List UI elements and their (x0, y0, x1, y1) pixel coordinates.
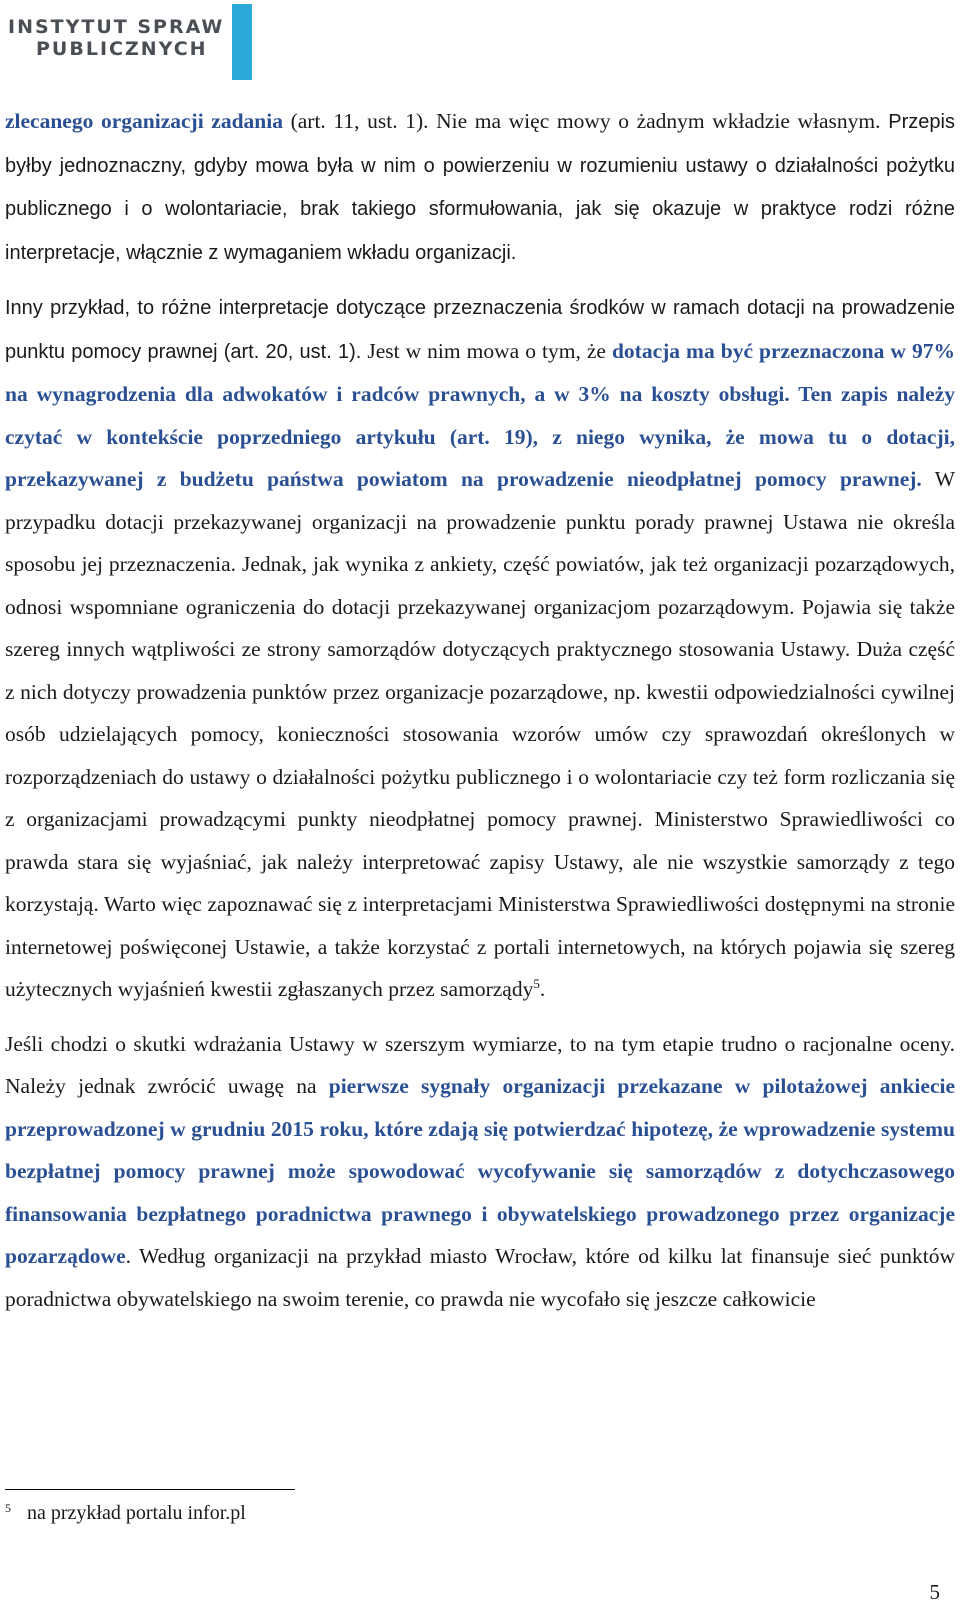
logo-wordmark (8, 16, 224, 60)
highlight-text: zlecanego organizacji zadania (5, 109, 283, 133)
paragraph-3 (5, 1023, 955, 1321)
body-text: Inny przykład, to różne interpretacje dotyczące przeznaczenia środków w ramach dotacji na prowadzenie punktu pomocy prawnej (art. 20, ust. 1). (5, 297, 955, 363)
paragraph-2 (5, 286, 955, 1011)
paragraph-1 (5, 100, 955, 274)
document-body (5, 100, 955, 1332)
page-number: 5 (929, 1580, 940, 1604)
body-text: Jest w nim mowa o tym, że (361, 338, 612, 363)
footnote-separator (5, 1489, 295, 1490)
body-text: (art. 11, ust. 1). Nie ma więc mowy o żadnym wkładzie własnym. (282, 109, 881, 133)
body-text: . Według organizacji na przykład miasto Wrocław, które od kilku lat finansuje sieć punktów poradnictwa obywatelskiego na swoim terenie, co prawda nie wycofało się jeszcze całkowicie (5, 1244, 955, 1311)
footnote-number: 5 (5, 1501, 11, 1515)
body-text: Przepis byłby jednoznaczny, gdyby mowa była w nim o powierzeniu w rozumieniu ustawy o działalności pożytku publicznego i o wolontariacie, brak takiego sformułowania, jak się okazuje w praktyce rodzi różne interpretacje, włącznie z wymaganiem wkładu organizacji. (5, 111, 955, 264)
logo-line-1: INSTYTUT SPRAW (8, 16, 225, 38)
highlight-text: pierwsze sygnały organizacji przekazane w pilotażowej ankiecie przeprowadzonej w grudniu 2015 roku, które zdają się potwierdzać hipotezę, że wprowadzenie systemu bezpłatnej pomocy prawnej może spowodować wycofywanie się samorządów z dotychczasowego finansowania bezpłatnego poradnictwa prawnego i obywatelskiego prowadzonego przez organizacje pozarządowe (5, 1074, 956, 1268)
logo-line-2: PUBLICZNYCH (36, 38, 208, 60)
body-text: . (539, 977, 546, 1001)
highlight-text: dotacja ma być przeznaczona w 97% na wynagrodzenia dla adwokatów i radców prawnych, a w 3% na koszty obsługi. Ten zapis należy czytać w kontekście poprzedniego artykułu (art. 19), z niego wynika, że mowa tu o dotacji, przekazywanej z budżetu państwa powiatom na prowadzenie nieodpłatnej pomocy prawnej. (5, 338, 955, 491)
institute-logo (8, 4, 252, 80)
body-text: Jeśli chodzi o skutki wdrażania Ustawy w szerszym wymiarze, to na tym etapie trudno o racjonalne oceny. Należy jednak zwrócić uwagę na (5, 1031, 955, 1098)
footnote (5, 1500, 246, 1526)
footnote-text: na przykład portalu infor.pl (27, 1502, 246, 1524)
body-text: W przypadku dotacji przekazywanej organizacji na prowadzenie punktu porady prawnej Ustawa nie określa sposobu jej przeznaczenia. Jednak, jak wynika z ankiety, część powiatów, jak też organizacji pozarządowych, odnosi wspomniane ograniczenia do dotacji przekazywanej organizacjom pozarządowym. Pojawia się także szereg innych wątpliwości ze strony samorządów dotyczących praktycznego stosowania Ustawy. Duża część z nich dotyczy prowadzenia punktów przez organizacje pozarządowe, np. kwestii odpowiedzialności cywilnej osób udzielających pomocy, konieczności stosowania wzorów umów czy sprawozdań określonych w rozporządzeniach do ustawy o działalności pożytku publicznego i o wolontariacie czy też form rozliczania się z organizacjami prowadzącymi punkty nieodpłatnej pomocy prawnej. Ministerstwo Sprawiedliwości co prawda stara się wyjaśniać, jak należy interpretować zapisy Ustawy, ale nie wszystkie samorządy z tego korzystają. Warto więc zapoznawać się z interpretacjami Ministerstwa Sprawiedliwości dostępnymi na stronie internetowej poświęconej Ustawie, a także korzystać z portali internetowych, na których pojawia się szereg użytecznych wyjaśnień kwestii zgłaszanych przez samorządy (5, 467, 955, 1001)
logo-accent-bar (232, 4, 252, 80)
footnote-reference[interactable]: 5 (533, 976, 540, 991)
